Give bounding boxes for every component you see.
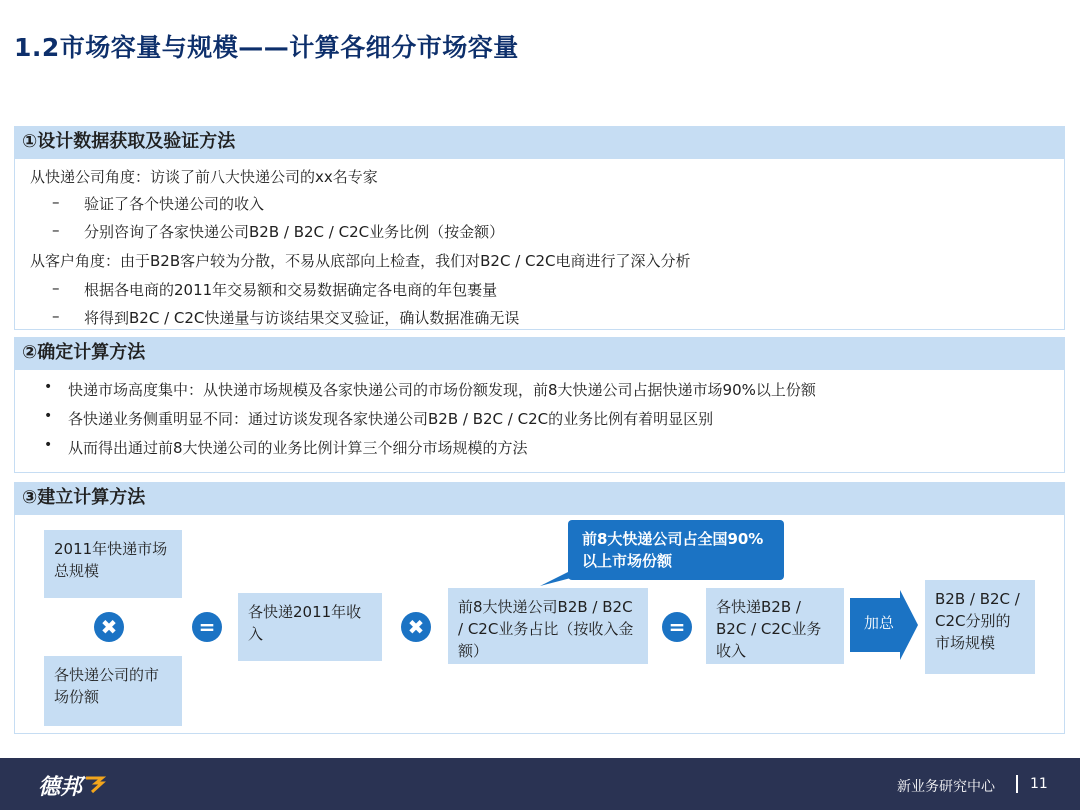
company-logo: 德邦: [38, 775, 83, 800]
section1-line-1: 从快递公司角度：访谈了前八大快递公司的xx名专家: [30, 168, 378, 186]
section2-header: ②确定计算方法: [14, 337, 1065, 369]
section2-bullet-3: 从而得出通过前8大快递公司的业务比例计算三个细分市场规模的方法: [68, 439, 528, 457]
sum-arrow-label: 加总: [864, 614, 895, 632]
section3-header: ③建立计算方法: [14, 482, 1065, 514]
footer-divider: [1016, 775, 1018, 793]
bullet-marker: •: [44, 408, 53, 424]
multiply-icon: ✖: [401, 612, 431, 642]
section2-bullet-2: 各快递业务侧重明显不同：通过访谈发现各家快递公司B2B / B2C / C2C的业务比例有着明显区别: [68, 410, 714, 428]
dash-marker: –: [52, 193, 60, 211]
multiply-icon: ✖: [94, 612, 124, 642]
formula-box-market-size: 2011年快递市场总规模: [44, 530, 182, 598]
bullet-marker: •: [44, 437, 53, 453]
page-title: 1.2市场容量与规模——计算各细分市场容量: [14, 33, 519, 62]
formula-box-business-ratio: 前8大快递公司B2B / B2C / C2C业务占比（按收入金额）: [448, 588, 648, 664]
dash-marker: –: [52, 221, 60, 239]
logo-mark-icon: [84, 772, 106, 794]
bullet-marker: •: [44, 379, 53, 395]
section2-bullet-1: 快递市场高度集中：从快递市场规模及各家快递公司的市场份额发现，前8大快递公司占据快递市场90%以上份额: [68, 381, 816, 399]
section1-line-5: 根据各电商的2011年交易额和交易数据确定各电商的年包裹量: [84, 281, 498, 299]
formula-box-market-share: 各快递公司的市场份额: [44, 656, 182, 726]
callout-top8-share: 前8大快递公司占全国90%以上市场份额: [568, 520, 784, 580]
formula-box-segment-size: B2B / B2C / C2C分别的市场规模: [925, 580, 1035, 674]
section1-line-4: 从客户角度：由于B2B客户较为分散，不易从底部向上检查，我们对B2C / C2C电商进行了深入分析: [30, 252, 691, 270]
section1-line-2: 验证了各个快递公司的收入: [84, 195, 265, 213]
page-number: 11: [1030, 776, 1048, 792]
dash-marker: –: [52, 307, 60, 325]
formula-box-revenue: 各快递2011年收入: [238, 593, 382, 661]
formula-box-business-revenue: 各快递B2B / B2C / C2C业务收入: [706, 588, 844, 664]
section1-line-6: 将得到B2C / C2C快递量与访谈结果交叉验证，确认数据准确无误: [84, 309, 520, 327]
footer-center-name: 新业务研究中心: [897, 779, 995, 795]
equals-icon: =: [192, 612, 222, 642]
section1-header: ①设计数据获取及验证方法: [14, 126, 1065, 158]
dash-marker: –: [52, 279, 60, 297]
section1-line-3: 分别咨询了各家快递公司B2B / B2C / C2C业务比例（按金额）: [84, 223, 505, 241]
equals-icon: =: [662, 612, 692, 642]
